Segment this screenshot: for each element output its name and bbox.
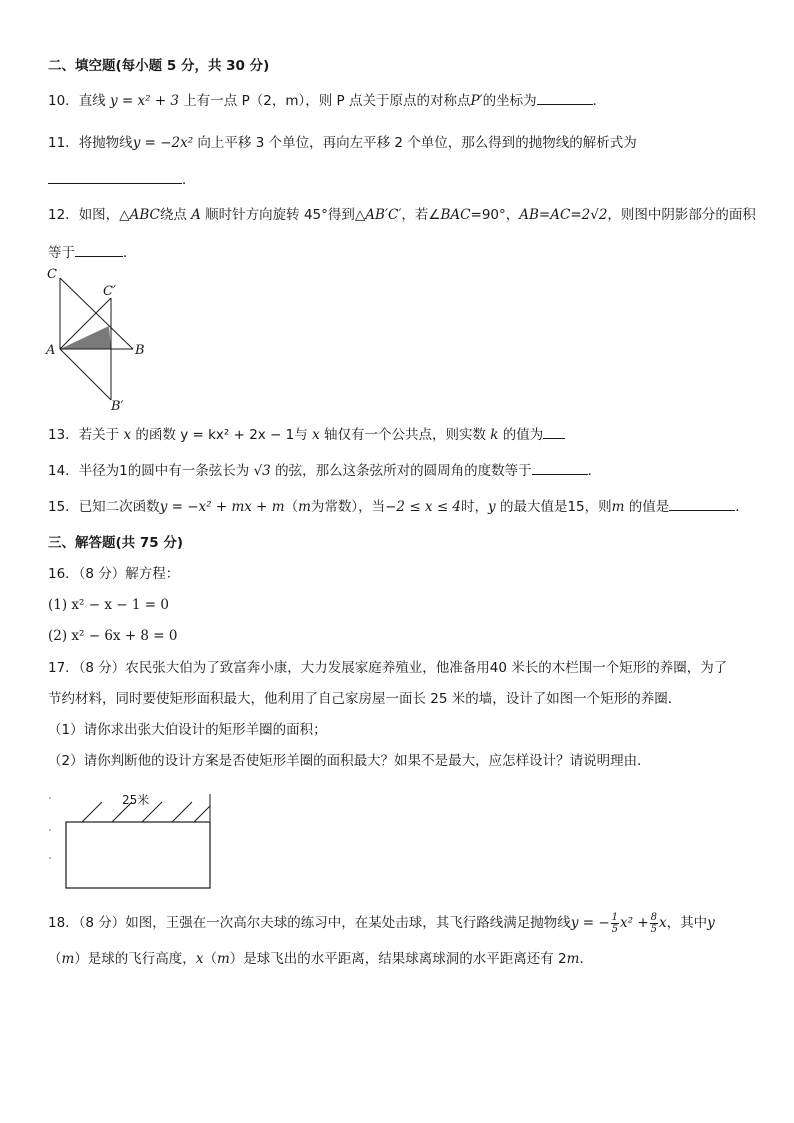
question-15 (48, 496, 749, 517)
question-text: ，则图中阴影部分的面积 (607, 207, 756, 223)
question-17: 17．（8 分）农民张大伯为了致富奔小康，大力发展家庭养殖业，他准备用40 米长的木栏围一个矩形的养圈，为了 (48, 660, 728, 676)
answer-blank (537, 90, 593, 105)
point-label: A (191, 207, 201, 223)
question-17-part-2: （2）请你判断他的设计方案是否使矩形羊圈的面积最大？如果不是最大，应怎样设计？请说明理由． (48, 753, 651, 769)
equation-middle: x² + (620, 915, 649, 931)
question-text: 时， (461, 499, 489, 515)
stray-dot (49, 797, 51, 799)
equation: y = −2x² (132, 135, 194, 151)
equation: y = −x² + mx + m (159, 499, 285, 515)
question-11-answer-line (48, 169, 196, 190)
question-end: ． (735, 499, 749, 515)
question-text: =90°， (470, 207, 520, 223)
answer-blank (532, 460, 588, 475)
fraction-denominator: 5 (650, 923, 658, 935)
question-number: 12． (48, 207, 79, 223)
variable-y: y (488, 499, 496, 515)
question-text: 已知二次函数 (78, 499, 160, 515)
question-end: ． (587, 463, 602, 479)
answer-blank (48, 169, 182, 184)
unit-m: m (216, 951, 230, 967)
question-end: ． (592, 93, 607, 109)
label-C-prime: C′ (103, 284, 116, 299)
variable-m: m (611, 499, 625, 515)
question-14 (48, 460, 601, 481)
section-title-solve: 三、解答题(共 75 分) (48, 535, 184, 551)
equation: AB=AC= (519, 207, 582, 223)
stray-dot (49, 829, 51, 831)
question-12 (48, 205, 756, 225)
triangle-label: △ABC (119, 207, 160, 223)
question-13 (48, 424, 565, 445)
question-text: 轴仅有一个公共点，则实数 (319, 427, 491, 443)
question-text: 为常数），当 (310, 499, 386, 515)
variable-k: k (490, 427, 499, 443)
fraction-8-5 (650, 912, 658, 935)
question-text: 与 (294, 427, 313, 443)
root-value: 2√2 (581, 207, 608, 223)
question-text: 半径为1的圆中有一条弦长为 (78, 463, 254, 479)
variable-x: x (123, 427, 132, 443)
question-end: ． (123, 245, 137, 261)
question-number: 15． (48, 499, 79, 515)
unit-m: m (566, 951, 580, 967)
shaded-region (60, 326, 111, 349)
label-C: C (47, 267, 57, 282)
question-text: ）是球飞出的水平距离，结果球离球洞的水平距离还有 2 (229, 951, 567, 967)
question-18-line-2 (48, 949, 593, 969)
rectangular-pen (66, 822, 210, 888)
question-text: （ (203, 951, 217, 967)
question-number: 11． (48, 135, 79, 151)
section-title-fill-blank: 二、填空题(每小题 5 分，共 30 分) (48, 58, 270, 74)
label-A: A (46, 343, 56, 358)
question-text: （ (284, 499, 299, 515)
question-text: 的最大值是15，则 (495, 499, 612, 515)
question-12-line-2 (48, 242, 137, 263)
question-text: 的函数 (131, 427, 181, 443)
figure-17-pen-diagram (44, 790, 216, 892)
answer-blank (543, 424, 565, 439)
question-11 (48, 133, 637, 153)
variable-m: m (298, 499, 311, 515)
question-18 (48, 910, 715, 936)
question-text: 直线 (78, 93, 106, 109)
question-text: 向上平移 3 个单位，再向左平移 2 个单位，那么得到的抛物线的解析式为 (193, 135, 637, 151)
question-text: （ (48, 951, 62, 967)
question-text: 如图， (78, 207, 120, 223)
question-17-part-1: （1）请你求出张大伯设计的矩形羊圈的面积； (48, 722, 327, 738)
question-text: 顺时针方向旋转 45°得到 (200, 207, 355, 223)
question-text: ）是球的飞行高度， (74, 951, 196, 967)
question-text: 将抛物线 (78, 135, 133, 151)
variable-x: x (312, 427, 320, 443)
range-condition: −2 ≤ x ≤ 4 (385, 499, 462, 515)
equation-left: y = − (570, 915, 610, 931)
question-text: ，若∠ (401, 207, 441, 223)
question-text: ，其中 (666, 915, 708, 931)
equation-16-1: (1) x² − x − 1 = 0 (48, 597, 169, 613)
question-number: 13． (48, 427, 79, 443)
question-17-line-2: 节约材料，同时要使矩形面积最大，他利用了自己家房屋一面长 25 米的墙，设计了如图一个矩形的养圈． (48, 691, 682, 707)
fraction-1-5 (611, 912, 619, 935)
answer-blank (669, 496, 735, 511)
point-label: P′ (470, 93, 483, 109)
question-number: 10． (48, 93, 79, 109)
question-text: 若关于 (78, 427, 124, 443)
question-text: 上有一点 P（2，m），则 P 点关于原点的对称点 (179, 93, 471, 109)
question-text: 的坐标为 (482, 93, 537, 109)
answer-blank (75, 242, 123, 257)
question-10 (48, 90, 606, 111)
variable-x: x (195, 951, 204, 967)
question-end: ． (182, 172, 196, 188)
triangle-label: △AB′C′ (354, 207, 402, 223)
question-text: 的值为 (498, 427, 544, 443)
question-text: 18．（8 分）如图，王强在一次高尔夫球的练习中，在某处击球，其飞行路线满足抛物线 (48, 915, 571, 931)
fraction-denominator: 5 (611, 923, 619, 935)
question-text: 等于 (48, 245, 75, 261)
segment-AB-prime (60, 349, 111, 400)
wall-length-label: 25米 (122, 793, 150, 807)
equation: y = kx² + 2x − 1 (180, 427, 295, 443)
stray-dot (49, 857, 51, 859)
unit-m: m (61, 951, 75, 967)
fraction-numerator: 1 (611, 911, 619, 923)
question-text: 绕点 (159, 207, 192, 223)
question-16: 16．（8 分）解方程： (48, 566, 180, 582)
figure-12-rotation-diagram (40, 262, 180, 414)
variable-y: y (707, 915, 715, 931)
question-text: 的值是 (624, 499, 670, 515)
equation-16-2: (2) x² − 6x + 8 = 0 (48, 628, 178, 644)
root-value: √3 (253, 463, 271, 479)
question-text: 的弦，那么这条弦所对的圆周角的度数等于 (270, 463, 532, 479)
label-B: B (135, 343, 145, 358)
angle-label: BAC (440, 207, 471, 223)
question-number: 14． (48, 463, 79, 479)
equation: y = x² + 3 (109, 93, 180, 109)
equation-end: x (659, 915, 667, 931)
label-B-prime: B′ (111, 399, 124, 414)
fraction-numerator: 8 (650, 911, 658, 923)
question-end: ． (579, 951, 593, 967)
